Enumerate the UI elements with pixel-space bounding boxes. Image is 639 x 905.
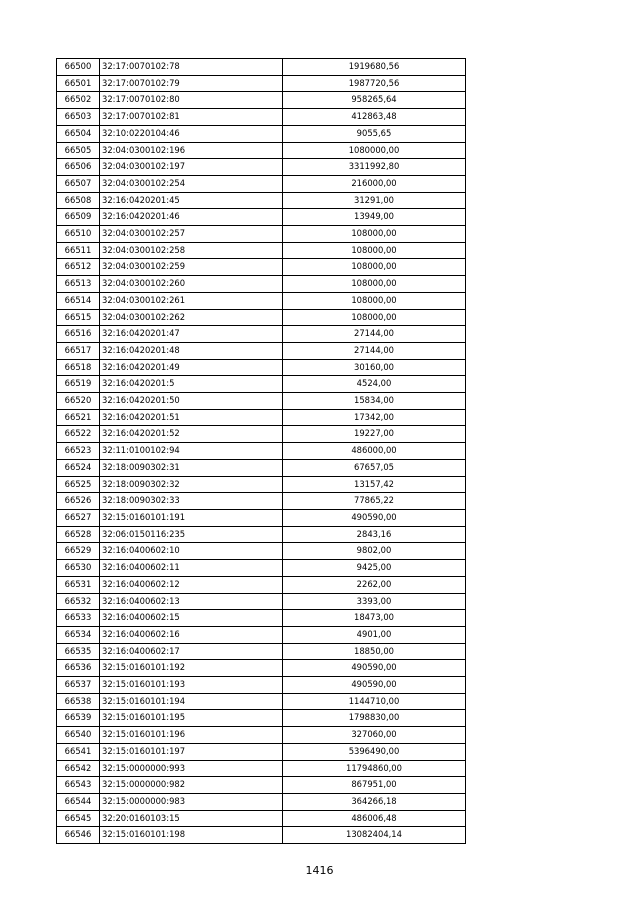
row-number-cell: 66542 bbox=[57, 760, 100, 777]
cadastral-value-cell: 4524,00 bbox=[283, 376, 466, 393]
table-row bbox=[57, 59, 466, 76]
table-row bbox=[57, 643, 466, 660]
cadastral-number-cell: 32:15:0160101:196 bbox=[100, 727, 283, 744]
row-number-cell: 66504 bbox=[57, 125, 100, 142]
cadastral-number-cell: 32:16:0400602:17 bbox=[100, 643, 283, 660]
row-number-cell: 66509 bbox=[57, 209, 100, 226]
cadastral-number-cell: 32:18:0090302:31 bbox=[100, 459, 283, 476]
cadastral-number-cell: 32:10:0220104:46 bbox=[100, 125, 283, 142]
table-row bbox=[57, 493, 466, 510]
table-row bbox=[57, 476, 466, 493]
table-row bbox=[57, 576, 466, 593]
cadastral-value-cell: 31291,00 bbox=[283, 192, 466, 209]
row-number-cell: 66545 bbox=[57, 810, 100, 827]
cadastral-value-cell: 9802,00 bbox=[283, 543, 466, 560]
row-number-cell: 66507 bbox=[57, 175, 100, 192]
table-row bbox=[57, 777, 466, 794]
row-number-cell: 66519 bbox=[57, 376, 100, 393]
table-row bbox=[57, 593, 466, 610]
cadastral-number-cell: 32:16:0420201:48 bbox=[100, 342, 283, 359]
table-row bbox=[57, 810, 466, 827]
table-row bbox=[57, 710, 466, 727]
cadastral-number-cell: 32:16:0420201:45 bbox=[100, 192, 283, 209]
table-row bbox=[57, 677, 466, 694]
cadastral-value-cell: 4901,00 bbox=[283, 626, 466, 643]
cadastral-value-cell: 1144710,00 bbox=[283, 693, 466, 710]
cadastral-number-cell: 32:04:0300102:261 bbox=[100, 292, 283, 309]
cadastral-number-cell: 32:17:0070102:78 bbox=[100, 59, 283, 76]
row-number-cell: 66522 bbox=[57, 426, 100, 443]
table-row bbox=[57, 660, 466, 677]
row-number-cell: 66527 bbox=[57, 509, 100, 526]
row-number-cell: 66524 bbox=[57, 459, 100, 476]
row-number-cell: 66538 bbox=[57, 693, 100, 710]
cadastral-value-cell: 27144,00 bbox=[283, 342, 466, 359]
table-row bbox=[57, 610, 466, 627]
row-number-cell: 66533 bbox=[57, 610, 100, 627]
table-row bbox=[57, 259, 466, 276]
cadastral-value-table bbox=[56, 58, 466, 844]
row-number-cell: 66546 bbox=[57, 827, 100, 844]
table-row bbox=[57, 526, 466, 543]
cadastral-number-cell: 32:15:0160101:197 bbox=[100, 743, 283, 760]
table-body bbox=[57, 59, 466, 844]
row-number-cell: 66514 bbox=[57, 292, 100, 309]
page-number: 1416 bbox=[305, 864, 334, 877]
table-row bbox=[57, 125, 466, 142]
cadastral-number-cell: 32:16:0400602:13 bbox=[100, 593, 283, 610]
cadastral-value-cell: 490590,00 bbox=[283, 677, 466, 694]
cadastral-number-cell: 32:17:0070102:80 bbox=[100, 92, 283, 109]
cadastral-number-cell: 32:15:0160101:191 bbox=[100, 509, 283, 526]
table-row bbox=[57, 727, 466, 744]
cadastral-value-cell: 13949,00 bbox=[283, 209, 466, 226]
cadastral-number-cell: 32:16:0420201:46 bbox=[100, 209, 283, 226]
table-row bbox=[57, 75, 466, 92]
table-row bbox=[57, 743, 466, 760]
cadastral-number-cell: 32:15:0000000:993 bbox=[100, 760, 283, 777]
row-number-cell: 66520 bbox=[57, 393, 100, 410]
cadastral-value-cell: 216000,00 bbox=[283, 175, 466, 192]
table-row bbox=[57, 142, 466, 159]
cadastral-number-cell: 32:18:0090302:33 bbox=[100, 493, 283, 510]
row-number-cell: 66537 bbox=[57, 677, 100, 694]
row-number-cell: 66536 bbox=[57, 660, 100, 677]
table-row bbox=[57, 359, 466, 376]
cadastral-number-cell: 32:04:0300102:258 bbox=[100, 242, 283, 259]
cadastral-value-cell: 1987720,56 bbox=[283, 75, 466, 92]
cadastral-value-cell: 867951,00 bbox=[283, 777, 466, 794]
cadastral-value-cell: 67657,05 bbox=[283, 459, 466, 476]
row-number-cell: 66529 bbox=[57, 543, 100, 560]
row-number-cell: 66511 bbox=[57, 242, 100, 259]
cadastral-number-cell: 32:16:0420201:50 bbox=[100, 393, 283, 410]
table-row bbox=[57, 509, 466, 526]
cadastral-value-cell: 1080000,00 bbox=[283, 142, 466, 159]
cadastral-number-cell: 32:04:0300102:259 bbox=[100, 259, 283, 276]
cadastral-number-cell: 32:04:0300102:260 bbox=[100, 276, 283, 293]
cadastral-value-cell: 108000,00 bbox=[283, 259, 466, 276]
cadastral-number-cell: 32:16:0400602:16 bbox=[100, 626, 283, 643]
row-number-cell: 66505 bbox=[57, 142, 100, 159]
row-number-cell: 66525 bbox=[57, 476, 100, 493]
cadastral-number-cell: 32:15:0160101:192 bbox=[100, 660, 283, 677]
cadastral-value-cell: 9055,65 bbox=[283, 125, 466, 142]
row-number-cell: 66501 bbox=[57, 75, 100, 92]
cadastral-number-cell: 32:17:0070102:79 bbox=[100, 75, 283, 92]
cadastral-number-cell: 32:16:0400602:11 bbox=[100, 560, 283, 577]
cadastral-value-cell: 3311992,80 bbox=[283, 159, 466, 176]
cadastral-value-cell: 5396490,00 bbox=[283, 743, 466, 760]
table-row bbox=[57, 159, 466, 176]
row-number-cell: 66512 bbox=[57, 259, 100, 276]
cadastral-number-cell: 32:15:0160101:195 bbox=[100, 710, 283, 727]
cadastral-value-cell: 11794860,00 bbox=[283, 760, 466, 777]
cadastral-number-cell: 32:04:0300102:197 bbox=[100, 159, 283, 176]
table-row bbox=[57, 175, 466, 192]
row-number-cell: 66535 bbox=[57, 643, 100, 660]
cadastral-number-cell: 32:17:0070102:81 bbox=[100, 109, 283, 126]
cadastral-value-cell: 490590,00 bbox=[283, 509, 466, 526]
cadastral-value-cell: 3393,00 bbox=[283, 593, 466, 610]
row-number-cell: 66526 bbox=[57, 493, 100, 510]
table-row bbox=[57, 192, 466, 209]
table-row bbox=[57, 443, 466, 460]
cadastral-number-cell: 32:15:0000000:982 bbox=[100, 777, 283, 794]
row-number-cell: 66530 bbox=[57, 560, 100, 577]
table-row bbox=[57, 242, 466, 259]
row-number-cell: 66544 bbox=[57, 793, 100, 810]
table-row bbox=[57, 393, 466, 410]
row-number-cell: 66539 bbox=[57, 710, 100, 727]
cadastral-value-cell: 2262,00 bbox=[283, 576, 466, 593]
cadastral-value-cell: 486000,00 bbox=[283, 443, 466, 460]
table-row bbox=[57, 92, 466, 109]
row-number-cell: 66532 bbox=[57, 593, 100, 610]
cadastral-number-cell: 32:04:0300102:196 bbox=[100, 142, 283, 159]
table-row bbox=[57, 793, 466, 810]
cadastral-number-cell: 32:15:0000000:983 bbox=[100, 793, 283, 810]
cadastral-value-cell: 17342,00 bbox=[283, 409, 466, 426]
table-row bbox=[57, 109, 466, 126]
cadastral-number-cell: 32:04:0300102:257 bbox=[100, 226, 283, 243]
cadastral-value-cell: 15834,00 bbox=[283, 393, 466, 410]
cadastral-value-cell: 108000,00 bbox=[283, 276, 466, 293]
row-number-cell: 66508 bbox=[57, 192, 100, 209]
cadastral-value-cell: 13157,42 bbox=[283, 476, 466, 493]
table-row bbox=[57, 342, 466, 359]
cadastral-value-cell: 1798830,00 bbox=[283, 710, 466, 727]
cadastral-number-cell: 32:16:0420201:5 bbox=[100, 376, 283, 393]
cadastral-number-cell: 32:16:0420201:52 bbox=[100, 426, 283, 443]
table-row bbox=[57, 827, 466, 844]
cadastral-value-cell: 364266,18 bbox=[283, 793, 466, 810]
cadastral-value-cell: 108000,00 bbox=[283, 226, 466, 243]
row-number-cell: 66502 bbox=[57, 92, 100, 109]
cadastral-number-cell: 32:15:0160101:193 bbox=[100, 677, 283, 694]
cadastral-value-cell: 490590,00 bbox=[283, 660, 466, 677]
cadastral-number-cell: 32:04:0300102:262 bbox=[100, 309, 283, 326]
cadastral-value-cell: 77865,22 bbox=[283, 493, 466, 510]
row-number-cell: 66523 bbox=[57, 443, 100, 460]
row-number-cell: 66521 bbox=[57, 409, 100, 426]
row-number-cell: 66506 bbox=[57, 159, 100, 176]
cadastral-number-cell: 32:15:0160101:198 bbox=[100, 827, 283, 844]
cadastral-number-cell: 32:16:0400602:15 bbox=[100, 610, 283, 627]
cadastral-value-cell: 412863,48 bbox=[283, 109, 466, 126]
cadastral-number-cell: 32:18:0090302:32 bbox=[100, 476, 283, 493]
cadastral-number-cell: 32:16:0420201:47 bbox=[100, 326, 283, 343]
row-number-cell: 66531 bbox=[57, 576, 100, 593]
row-number-cell: 66534 bbox=[57, 626, 100, 643]
cadastral-number-cell: 32:20:0160103:15 bbox=[100, 810, 283, 827]
table-row bbox=[57, 376, 466, 393]
table-row bbox=[57, 760, 466, 777]
row-number-cell: 66540 bbox=[57, 727, 100, 744]
cadastral-value-cell: 1919680,56 bbox=[283, 59, 466, 76]
cadastral-value-cell: 19227,00 bbox=[283, 426, 466, 443]
row-number-cell: 66513 bbox=[57, 276, 100, 293]
table-row bbox=[57, 209, 466, 226]
table-row bbox=[57, 560, 466, 577]
cadastral-number-cell: 32:16:0420201:49 bbox=[100, 359, 283, 376]
cadastral-value-cell: 108000,00 bbox=[283, 292, 466, 309]
cadastral-value-cell: 18850,00 bbox=[283, 643, 466, 660]
row-number-cell: 66528 bbox=[57, 526, 100, 543]
cadastral-number-cell: 32:06:0150116:235 bbox=[100, 526, 283, 543]
cadastral-value-cell: 9425,00 bbox=[283, 560, 466, 577]
cadastral-number-cell: 32:16:0400602:12 bbox=[100, 576, 283, 593]
row-number-cell: 66500 bbox=[57, 59, 100, 76]
cadastral-value-cell: 27144,00 bbox=[283, 326, 466, 343]
cadastral-value-cell: 18473,00 bbox=[283, 610, 466, 627]
row-number-cell: 66543 bbox=[57, 777, 100, 794]
cadastral-value-cell: 30160,00 bbox=[283, 359, 466, 376]
row-number-cell: 66516 bbox=[57, 326, 100, 343]
table-row bbox=[57, 326, 466, 343]
row-number-cell: 66510 bbox=[57, 226, 100, 243]
table-row bbox=[57, 543, 466, 560]
table-row bbox=[57, 292, 466, 309]
row-number-cell: 66518 bbox=[57, 359, 100, 376]
table-row bbox=[57, 626, 466, 643]
cadastral-value-cell: 486006,48 bbox=[283, 810, 466, 827]
table-row bbox=[57, 426, 466, 443]
table-row bbox=[57, 226, 466, 243]
cadastral-value-cell: 13082404,14 bbox=[283, 827, 466, 844]
row-number-cell: 66515 bbox=[57, 309, 100, 326]
cadastral-number-cell: 32:15:0160101:194 bbox=[100, 693, 283, 710]
table-row bbox=[57, 309, 466, 326]
cadastral-value-cell: 2843,16 bbox=[283, 526, 466, 543]
table-row bbox=[57, 459, 466, 476]
cadastral-value-cell: 958265,64 bbox=[283, 92, 466, 109]
cadastral-number-cell: 32:04:0300102:254 bbox=[100, 175, 283, 192]
cadastral-value-cell: 108000,00 bbox=[283, 242, 466, 259]
table-row bbox=[57, 693, 466, 710]
table-row bbox=[57, 276, 466, 293]
cadastral-value-cell: 108000,00 bbox=[283, 309, 466, 326]
cadastral-value-cell: 327060,00 bbox=[283, 727, 466, 744]
row-number-cell: 66541 bbox=[57, 743, 100, 760]
cadastral-number-cell: 32:11:0100102:94 bbox=[100, 443, 283, 460]
row-number-cell: 66517 bbox=[57, 342, 100, 359]
table-row bbox=[57, 409, 466, 426]
row-number-cell: 66503 bbox=[57, 109, 100, 126]
cadastral-number-cell: 32:16:0400602:10 bbox=[100, 543, 283, 560]
cadastral-number-cell: 32:16:0420201:51 bbox=[100, 409, 283, 426]
